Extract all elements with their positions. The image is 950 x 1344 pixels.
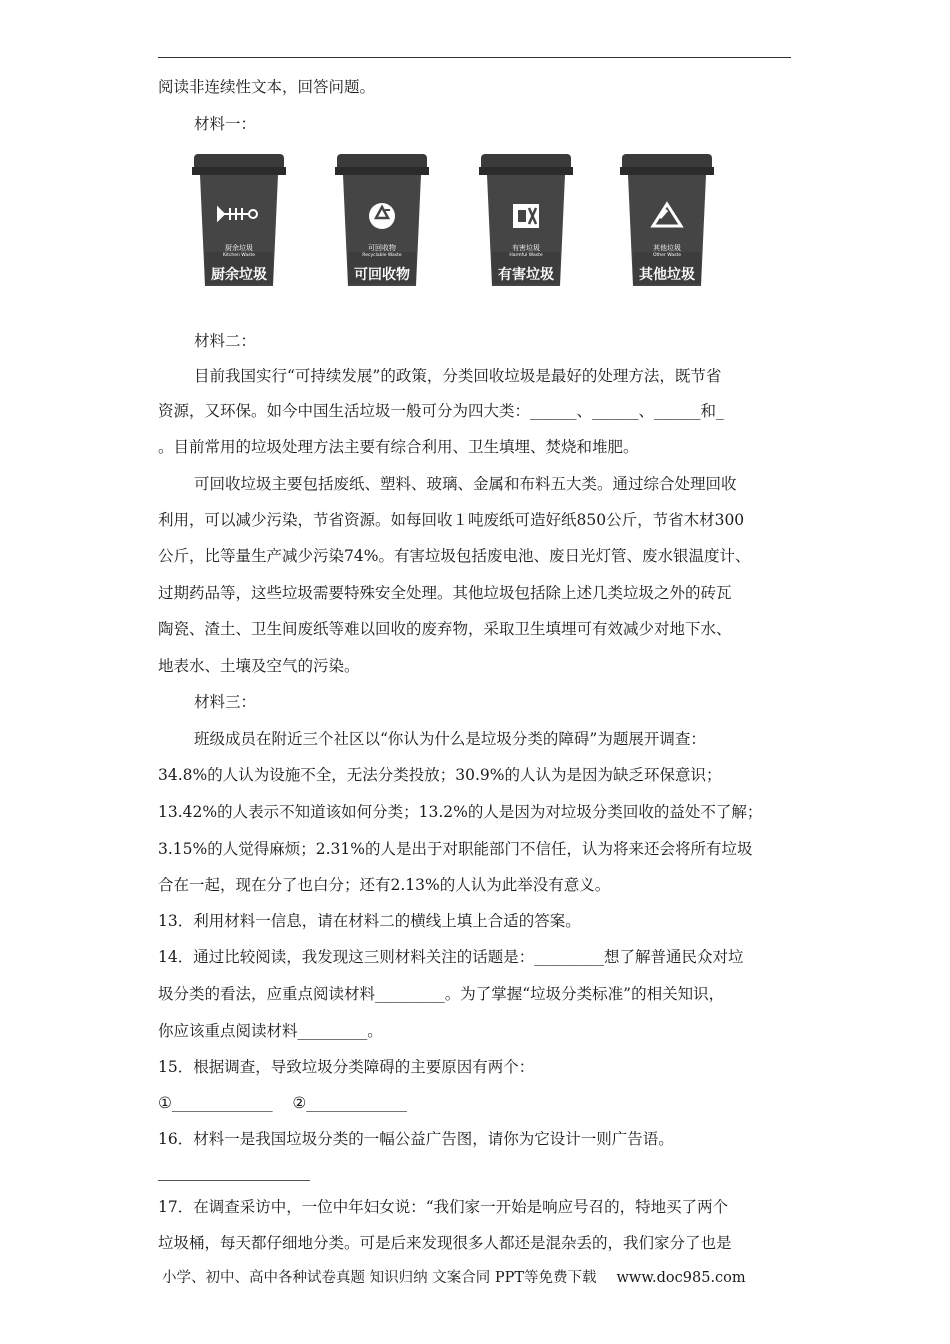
question-15: 15．根据调查，导致垃圾分类障碍的主要原因有两个： [158, 1058, 535, 1076]
question-16: 16．材料一是我国垃圾分类的一幅公益广告图，请你为它设计一则广告语。 [158, 1130, 674, 1148]
question-14-cont: 你应该重点阅读材料_________。 [158, 1022, 383, 1040]
paragraph-line: 目前我国实行“可持续发展”的政策，分类回收垃圾是最好的处理方法，既节省 [194, 367, 722, 385]
paragraph-line: 。目前常用的垃圾处理方法主要有综合利用、卫生填埋、焚烧和堆肥。 [158, 438, 639, 456]
material1-label: 材料一： [194, 115, 257, 133]
bin-small-en: Other Waste [652, 253, 681, 258]
footer-url[interactable]: www.doc985.com [616, 1270, 746, 1286]
paragraph-line: 过期药品等，这些垃圾需要特殊安全处理。其他垃圾包括除上述几类垃圾之外的砖瓦 [158, 584, 732, 602]
question-14: 14．通过比较阅读，我发现这三则材料关注的话题是：_________想了解普通民众对垃 [158, 948, 744, 966]
paragraph-line: 合在一起，现在分了也白分；还有2.13%的人认为此举没有意义。 [158, 876, 611, 894]
header-rule [158, 57, 791, 58]
paragraph-line: 资源，又环保。如今中国生活垃圾一般可分为四大类：______、______、______和_ [158, 402, 724, 420]
paragraph-line: 3.15%的人觉得麻烦；2.31%的人是出于对职能部门不信任，认为将来还会将所有垃圾 [158, 840, 753, 858]
bin-small-en: Kitchen Waste [222, 253, 256, 258]
paragraph-line: 可回收垃圾主要包括废纸、塑料、玻璃、金属和布料五大类。通过综合处理回收 [194, 475, 737, 493]
question-15-blanks: ①_____________ ②_____________ [158, 1094, 407, 1112]
paragraph-line: 利用，可以减少污染，节省资源。如每回收１吨废纸可造好纸850公斤，节省木材300 [158, 511, 745, 529]
intro-text: 阅读非连续性文本，回答问题。 [158, 78, 376, 96]
trash-bins-figure [192, 152, 712, 292]
paragraph-line: 34.8%的人认为设施不全，无法分类投放；30.9%的人认为是因为缺乏环保意识； [158, 766, 722, 784]
bin-label: 可回收物 [354, 267, 410, 283]
question-13: 13．利用材料一信息，请在材料二的横线上填上合适的答案。 [158, 912, 581, 930]
paragraph-line: 陶瓷、渣土、卫生间废纸等难以回收的废弃物，采取卫生填埋可有效减少对地下水、 [158, 620, 732, 638]
bin-small-en: Recyclable Waste [362, 253, 402, 258]
paragraph-line: 地表水、土壤及空气的污染。 [158, 657, 360, 675]
bin-harmful [479, 152, 573, 288]
bin-small-cn: 可回收物 [368, 244, 396, 252]
bin-small-cn: 有害垃圾 [512, 244, 540, 252]
paragraph-line: 13.42%的人表示不知道该如何分类；13.2%的人是因为对垃圾分类回收的益处不了解； [158, 803, 763, 821]
bin-small-cn: 厨余垃圾 [225, 244, 253, 252]
question-17: 17．在调查采访中，一位中年妇女说：“我们家一开始是响应号召的，特地买了两个 [158, 1198, 729, 1216]
recycle-icon [369, 203, 395, 229]
bin-label: 其他垃圾 [639, 267, 695, 283]
material3-label: 材料三： [194, 693, 257, 711]
hazard-icon [513, 204, 539, 228]
bin-recyclable [335, 152, 429, 288]
bin-other [620, 152, 714, 288]
paragraph-line: 公斤，比等量生产减少污染74%。有害垃圾包括废电池、废日光灯管、废水银温度计、 [158, 547, 751, 565]
question-14-cont: 圾分类的看法，应重点阅读材料_________。为了掌握“垃圾分类标准”的相关知识， [158, 985, 725, 1003]
material2-label: 材料二： [194, 332, 257, 350]
answer-line [158, 1180, 310, 1181]
question-17-cont: 垃圾桶，每天都仔细地分类。可是后来发现很多人都还是混杂丢的，我们家分了也是 [158, 1234, 732, 1252]
footer [162, 1266, 746, 1287]
bin-kitchen-waste [192, 152, 286, 288]
bin-small-cn: 其他垃圾 [653, 244, 681, 252]
footer-text: 小学、初中、高中各种试卷真题 知识归纳 文案合同 PPT等免费下载 [162, 1270, 597, 1286]
bin-label: 有害垃圾 [498, 267, 554, 283]
paragraph-line: 班级成员在附近三个社区以“你认为什么是垃圾分类的障碍”为题展开调查： [194, 730, 706, 748]
bin-label: 厨余垃圾 [211, 267, 267, 283]
bin-small-en: Harmful Waste [509, 253, 543, 258]
